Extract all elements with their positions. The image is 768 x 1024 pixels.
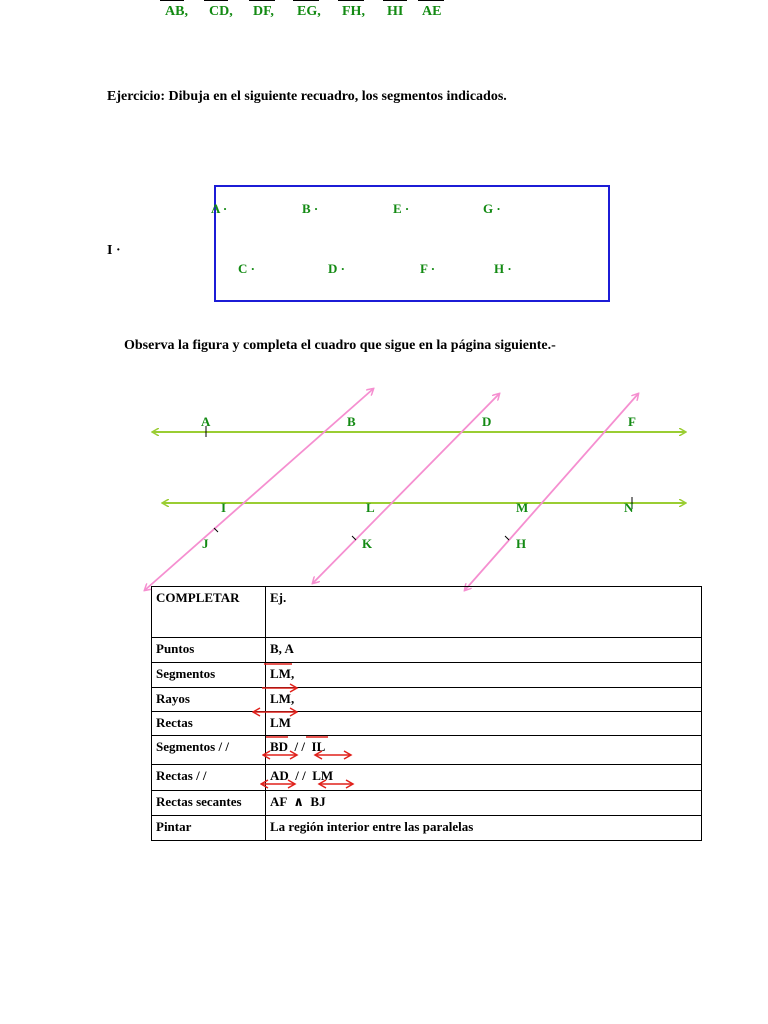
figure-label: N xyxy=(624,500,634,515)
overline xyxy=(249,0,275,1)
row-value: BD / / IL xyxy=(270,739,326,754)
row-label: Rectas / / xyxy=(152,765,266,791)
observe-instruction: Observa la figura y completa el cuadro que sigue en la página siguiente.- xyxy=(124,338,556,353)
figure-canvas xyxy=(0,380,768,600)
figure-label: B xyxy=(347,414,356,429)
figure-label: F xyxy=(628,414,636,429)
segment-item: DF, xyxy=(253,4,274,19)
point-label: D · xyxy=(328,261,345,276)
table-row xyxy=(152,791,702,816)
segment-item: HI xyxy=(387,4,404,19)
table-row xyxy=(152,736,702,765)
figure-label: L xyxy=(366,500,375,515)
overline xyxy=(204,0,228,1)
row-value-cell[interactable] xyxy=(266,765,702,791)
point-label: B · xyxy=(302,201,319,216)
row-value[interactable]: La región interior entre las paralelas xyxy=(266,816,702,841)
row-value[interactable]: AF ∧ BJ xyxy=(266,791,702,816)
point-label: F · xyxy=(420,261,436,276)
table-row xyxy=(152,663,702,688)
segment-item: FH, xyxy=(342,4,365,19)
completion-table xyxy=(151,586,702,841)
table-row xyxy=(152,688,702,712)
segment-list xyxy=(0,0,768,30)
segment-item: AB, xyxy=(165,4,188,19)
table-row xyxy=(152,816,702,841)
row-value[interactable]: B, A xyxy=(266,638,702,663)
table-header-cell: COMPLETAR xyxy=(152,587,266,638)
figure-label: I xyxy=(221,500,227,515)
line-notation xyxy=(270,715,291,731)
row-label: Rectas xyxy=(152,712,266,736)
figure-label: K xyxy=(362,536,373,551)
table-header-cell[interactable]: Ej. xyxy=(266,587,702,638)
figure-label: M xyxy=(516,500,529,515)
overline xyxy=(160,0,184,1)
row-value: LM xyxy=(270,715,291,730)
line-diagonal-2 xyxy=(313,394,499,583)
row-label: Puntos xyxy=(152,638,266,663)
figure-label: J xyxy=(202,536,209,551)
overline xyxy=(418,0,444,1)
segment-item: AE xyxy=(422,4,442,19)
row-value: LM, xyxy=(270,691,295,706)
drawing-box[interactable] xyxy=(214,185,610,302)
row-value-cell[interactable] xyxy=(266,663,702,688)
parallel-segments-notation xyxy=(270,739,325,755)
row-label: Segmentos xyxy=(152,663,266,688)
segment-notation xyxy=(270,666,294,682)
geometry-figure xyxy=(0,380,768,600)
point-label: H · xyxy=(494,261,512,276)
point-label: A · xyxy=(211,201,228,216)
segment-item: EG, xyxy=(297,4,321,19)
row-value: LM, xyxy=(270,666,295,681)
row-value-cell[interactable] xyxy=(266,736,702,765)
ray-notation xyxy=(270,691,294,707)
row-value-cell[interactable] xyxy=(266,688,702,712)
table-row xyxy=(152,712,702,736)
row-value: AD / / LM xyxy=(270,768,334,783)
point-label: C · xyxy=(238,261,255,276)
row-label: Pintar xyxy=(152,816,266,841)
figure-label: A xyxy=(201,414,211,429)
overline xyxy=(293,0,319,1)
row-label: Rayos xyxy=(152,688,266,712)
figure-label: D xyxy=(482,414,492,429)
tick-mark xyxy=(352,536,356,540)
row-label: Rectas secantes xyxy=(152,791,266,816)
point-label: G · xyxy=(483,201,501,216)
table-header-row xyxy=(152,587,702,638)
segment-item: CD, xyxy=(209,4,233,19)
figure-label: H xyxy=(516,536,527,551)
row-value-cell[interactable] xyxy=(266,712,702,736)
row-label: Segmentos / / xyxy=(152,736,266,765)
table-row xyxy=(152,638,702,663)
point-i-label: I · xyxy=(107,243,121,258)
point-label: E · xyxy=(393,201,410,216)
parallel-lines-notation xyxy=(270,768,333,784)
tick-mark xyxy=(505,536,509,540)
exercise-instruction: Ejercicio: Dibuja en el siguiente recuadro, los segmentos indicados. xyxy=(107,89,507,104)
overline xyxy=(383,0,407,1)
overline xyxy=(338,0,364,1)
table-row xyxy=(152,765,702,791)
line-diagonal-1 xyxy=(145,389,373,590)
